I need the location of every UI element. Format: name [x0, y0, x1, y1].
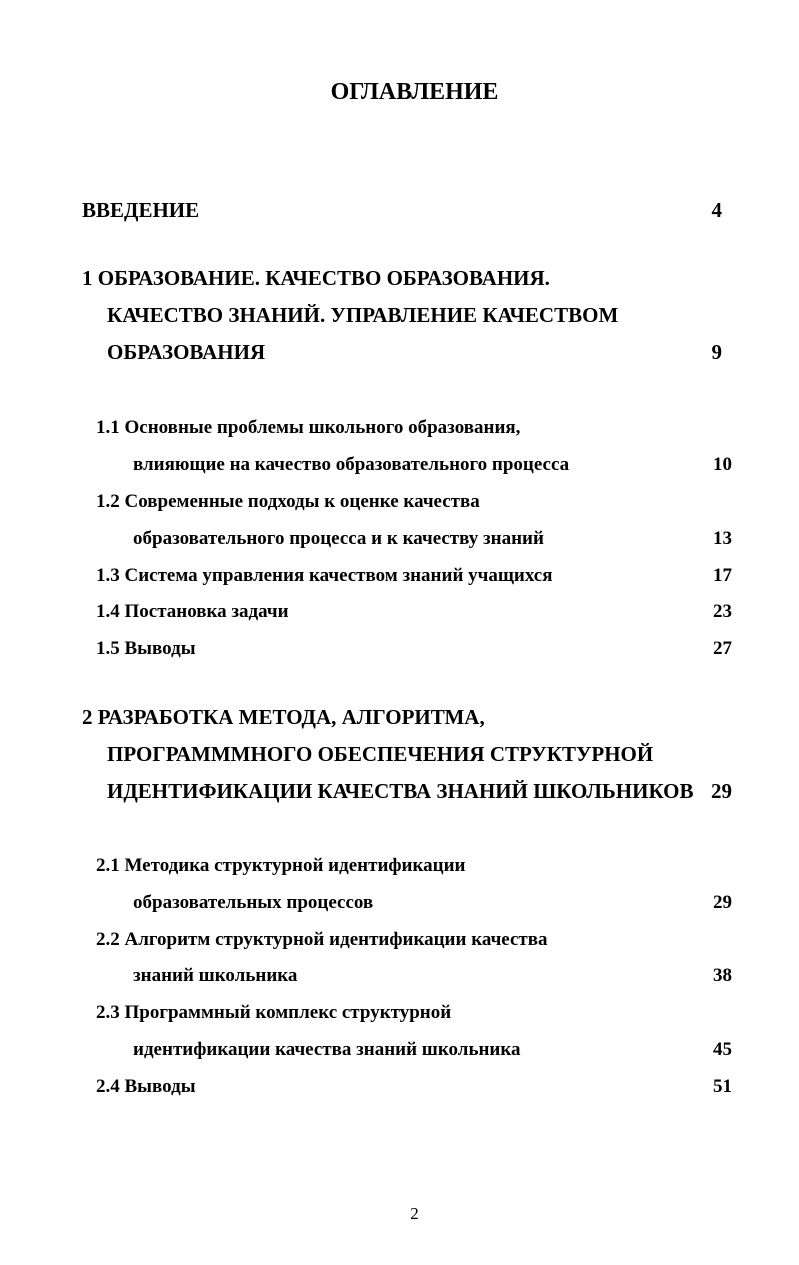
- section-2-3-page: 45: [713, 1039, 732, 1060]
- section-2-4-page: 51: [713, 1076, 732, 1097]
- section-2-4-line-1: 2.4 Выводы: [96, 1076, 196, 1097]
- section-1-4-line-1: 1.4 Постановка задачи: [96, 601, 289, 622]
- page-title: ОГЛАВЛЕНИЕ: [330, 79, 499, 105]
- chapter-2-heading-line-2: ПРОГРАМММНОГО ОБЕСПЕЧЕНИЯ СТРУКТУРНОЙ: [107, 742, 654, 766]
- section-2-2-line-1: 2.2 Алгоритм структурной идентификации качества: [96, 929, 548, 950]
- chapter-1-heading-line-1: 1 ОБРАЗОВАНИЕ. КАЧЕСТВО ОБРАЗОВАНИЯ.: [82, 266, 550, 290]
- section-1-5-line-1: 1.5 Выводы: [96, 638, 196, 659]
- section-1-3-line-1: 1.3 Система управления качеством знаний учащихся: [96, 565, 553, 586]
- chapter-1-page: 9: [711, 340, 722, 364]
- chapter-1-heading-line-3: ОБРАЗОВАНИЯ: [107, 340, 266, 364]
- toc-intro-page: 4: [711, 198, 722, 222]
- section-2-3-line-2: идентификации качества знаний школьника: [133, 1039, 521, 1060]
- toc-intro-label: ВВЕДЕНИЕ: [82, 198, 200, 222]
- section-1-1-page: 10: [713, 454, 732, 475]
- section-2-1-page: 29: [713, 892, 732, 913]
- chapter-1-heading-line-2: КАЧЕСТВО ЗНАНИЙ. УПРАВЛЕНИЕ КАЧЕСТВОМ: [107, 303, 619, 327]
- section-1-2-line-1: 1.2 Современные подходы к оценке качества: [96, 491, 480, 512]
- chapter-2-heading-line-3: ИДЕНТИФИКАЦИИ КАЧЕСТВА ЗНАНИЙ ШКОЛЬНИКОВ: [107, 779, 694, 803]
- section-1-1-line-2: влияющие на качество образовательного процесса: [133, 454, 570, 475]
- section-1-2-line-2: образовательного процесса и к качеству знаний: [133, 528, 544, 549]
- section-1-4-page: 23: [713, 601, 732, 622]
- chapter-2-heading-line-1: 2 РАЗРАБОТКА МЕТОДА, АЛГОРИТМА,: [82, 705, 485, 729]
- section-2-3-line-1: 2.3 Программный комплекс структурной: [96, 1002, 452, 1023]
- section-2-2-page: 38: [713, 965, 732, 986]
- section-1-1-line-1: 1.1 Основные проблемы школьного образования,: [96, 417, 521, 438]
- section-1-2-page: 13: [713, 528, 732, 549]
- chapter-2-page: 29: [711, 779, 732, 803]
- section-2-1-line-1: 2.1 Методика структурной идентификации: [96, 855, 466, 876]
- section-1-3-page: 17: [713, 565, 732, 586]
- page-number: 2: [410, 1204, 419, 1223]
- section-2-2-line-2: знаний школьника: [133, 965, 298, 986]
- section-2-1-line-2: образовательных процессов: [133, 892, 374, 913]
- section-1-5-page: 27: [713, 638, 732, 659]
